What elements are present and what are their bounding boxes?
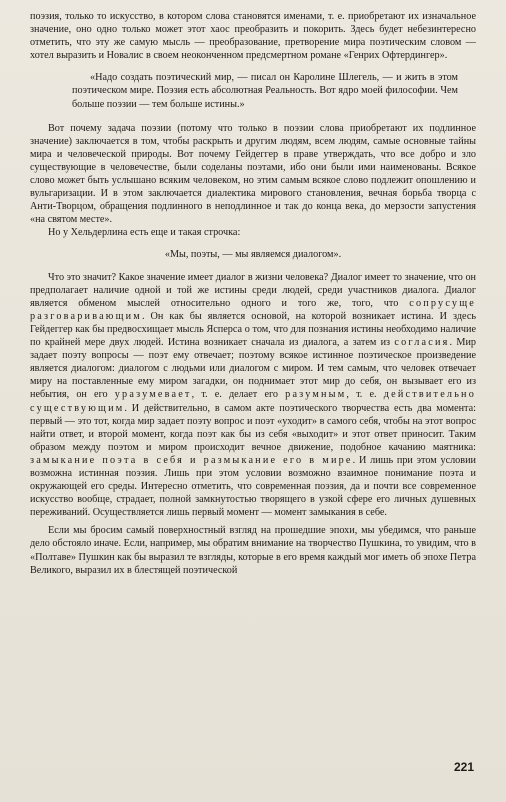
holderlin-verse: «Мы, поэты, — мы являемся диалогом». [164, 248, 342, 260]
paragraph-holderlin-line: Но у Хельдерлина есть еще и такая строчка: [48, 227, 241, 239]
novalis-quote: «Надо создать поэтический мир, — писал он Каролине Шлегель, — и жить в этом поэтическом мире. Поэзия есть абсолютная Реальность. Вот ядро моей философии. Чем больше поэзии — тем больше истины.» [72, 72, 458, 110]
spaced-emphasis: действительно существующим [30, 389, 476, 414]
spaced-emphasis: замыкание поэта в себя и размыкание его в мире [30, 454, 353, 466]
paragraph-continued: поэзия, только то искусство, в котором слова становятся именами, т. е. приобретают их изначальное значение, оно одно только может этот хаос преобразить и покорить. Здесь будет небезинтересно отметить, что эту же самую мысль — преобразование, претворение мира поэтическим словом — хотел выразить и Новалис в своем неоконченном предсмертном романе «Генрих Офтердингер». [30, 11, 476, 62]
page-number: 221 [453, 760, 474, 774]
spaced-emphasis: сопрусуще разговаривающим [30, 297, 476, 322]
spaced-emphasis: согласия [394, 337, 450, 349]
paragraph-past-epochs: Если мы бросим самый поверхностный взгляд на прошедшие эпохи, мы убедимся, что раньше дело обстояло иначе. Если, например, мы обратим внимание на творчество Пушкина, то увидим, что в «Полтаве» Пушкин как бы выразил те взгляды, которые в его время каждый мог иметь об эпохе Петра Великого, выразил их в блестящей поэтической [30, 525, 476, 576]
spaced-emphasis: разумным [285, 389, 347, 401]
spaced-emphasis: уразумевает [114, 389, 192, 401]
paragraph-dialogue: Что это значит? Какое значение имеет диалог в жизни человека? Диалог имеет то значение, что он предполагает наличие одной и той же истины среди людей, среди участников диалога. Диалог является обменом мыслей относительно одного и того же, того, что сопрусуще разговаривающим. Он как бы является основой, на которой возникает истина. И здесь Гейдеггер как бы предвосхищает мысль Ясперса о том, что для познания истины необходимо наличие по крайней мере двух людей. Истина возникает сначала из диалога, а затем из согласия. Мир задает поэту вопросы — поэт ему отвечает; поэтому всякое истинное поэтическое произведение является диалогом: диалогом с людьми или диалогом с миром. И тем самым, что человек отвечает миру на поставленные ему миром загадки, он поднимает этот мир до себя, он вызывает его из небытия, он его уразумевает, т. е. делает его разумным, т. е. действительно существующим. И действительно, в самом акте поэтического творчества есть два момента: первый — это тот, когда мир задает поэту вопрос и поэт «уходит» в самого себя, чтобы на этот вопрос найти ответ, и второй момент, когда поэт как бы из себя «выходит» и этот ответ приносит. Таким образом между поэтом и миром происходит вечное движение, подобное качанию маятника: замыкание поэта в себя и размыкание его в мире. И лишь при этом условии возможна истинная поэзия. Лишь при этом условии возможно взаимное понимание поэта и окружающей его среды. Интересно отметить, что современная поэзия, да и почти все современное искусство вообще, страдает, полной замкнутостью творящего в узкой сфере его личных душевных переживаний. Осуществляется лишь первый момент — момент замыкания в себе. [30, 271, 476, 519]
paragraph-poetry-task: Вот почему задача поэзии (потому что только в поэзии слова приобретают их подлинное значение) заключается в том, чтобы раскрыть и другим людям, всем людям, самые основные тайны мира и человеческой природы. Вот почему Гейдеггер в праве утверждать, что все добро и зло существующие в человечестве, были соделаны поэтами, ибо они были ими наименованы. Всякое слово может быть услышано всяким человеком, но этим самым всякое слово подлежит опошлению и вульгаризации. И в этом заключается диалектика мирового становления, вечная борьба творца с Анти-Творцом, обращения подлинного в неподлинное и так до конца века, до мерзости запустения «на святом месте». [30, 122, 476, 226]
